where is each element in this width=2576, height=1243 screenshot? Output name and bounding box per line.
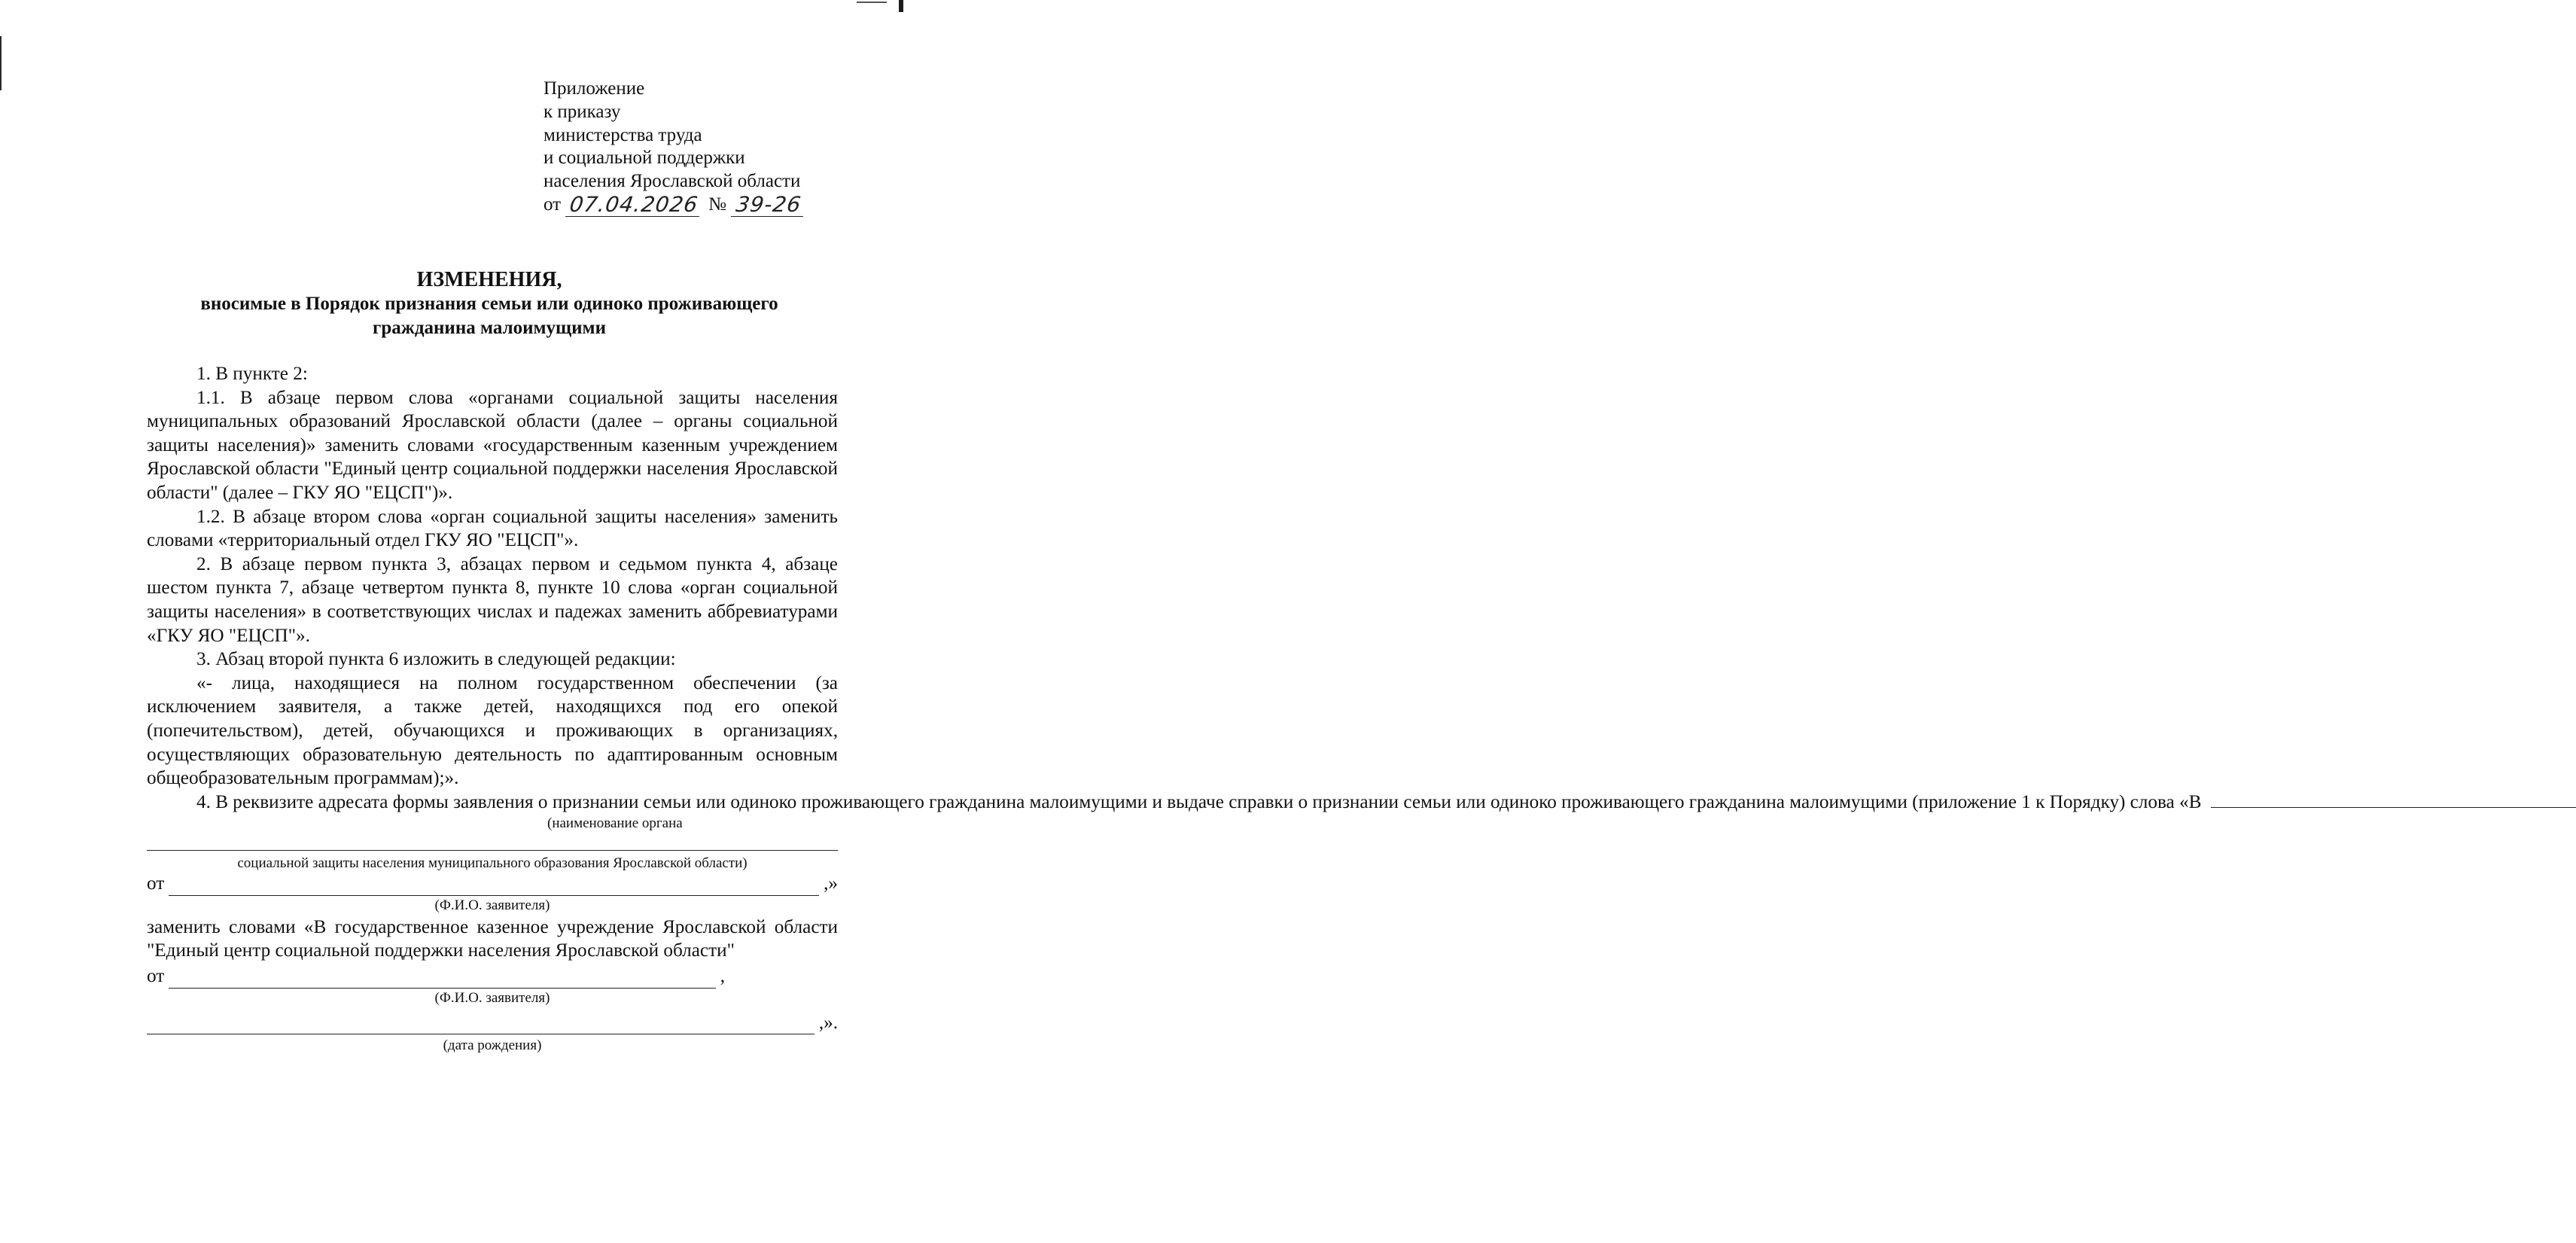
from-label: от bbox=[147, 966, 165, 987]
caption-applicant-fio-old: (Ф.И.О. заявителя) bbox=[434, 897, 550, 913]
number-prefix: № bbox=[708, 194, 726, 215]
from-label: от bbox=[147, 873, 165, 894]
header-line: министерства труда bbox=[544, 124, 702, 145]
handwritten-order-date: 07.04.2026 bbox=[565, 193, 702, 217]
paragraph-3-quote: «- лица, находящиеся на полном государственном обеспечении (за исключением заявителя, а также детей, находящихся под его опекой (попечительством), детей, обучающихся и проживающих в организациях, осуществляющих образовательную деятельность по адаптированным основным общеобразовательным программам);». bbox=[147, 672, 838, 789]
paragraph-1: 1. В пункте 2: bbox=[196, 364, 308, 384]
caption-organ-name-cont: социальной защиты населения муниципального образования Ярославской области) bbox=[237, 855, 748, 872]
caption-organ-name: (наименование органа bbox=[547, 815, 683, 832]
paragraph-4-wrapper bbox=[147, 791, 2202, 815]
paragraph-2: 2. В абзаце первом пункта 3, абзацах первом и седьмом пункта 4, абзаце шестом пункта 7, абзаце четвертом пункта 8, пункте 10 слова «орган социальной защиты населения» в соответствующих числах и падежах заменить аббревиатурами «ГКУ ЯО "ЕЦСП"». bbox=[147, 553, 838, 646]
paragraph-1-1: 1.1. В абзаце первом слова «органами социальной защиты населения муниципальных образований Ярославской области (далее – органы социальной защиты населения)» заменить словами «государственным казенным учреждением Ярославской области "Единый центр социальной поддержки населения Ярославской области" (далее – ГКУ ЯО "ЕЦСП")». bbox=[147, 387, 838, 503]
birth-date-blank bbox=[147, 1017, 815, 1034]
paragraph-1-2: 1.2. В абзаце втором слова «орган социальной защиты населения» заменить словами «территориальный отдел ГКУ ЯО "ЕЦСП"». bbox=[147, 506, 838, 551]
from-end-mark: ,» bbox=[824, 873, 838, 894]
title-subtitle-line: гражданина малоимущими bbox=[373, 318, 606, 338]
organ-name-blank-line bbox=[147, 833, 838, 851]
birth-end-mark: ,». bbox=[818, 1012, 838, 1033]
title-subtitle-line: вносимые в Порядок признания семьи или одиноко проживающего bbox=[200, 294, 778, 314]
from-end-mark: , bbox=[720, 966, 725, 987]
replacement-paragraph: заменить словами «В государственное казенное учреждение Ярославской области "Единый центр социальной поддержки населения Ярославской области" bbox=[147, 916, 838, 961]
organ-name-blank bbox=[2211, 792, 2576, 808]
applicant-name-blank bbox=[169, 971, 715, 989]
document-body bbox=[147, 362, 2202, 1054]
attachment-header bbox=[544, 78, 805, 217]
applicant-name-blank bbox=[169, 879, 819, 896]
header-line: населения Ярославской области bbox=[544, 171, 801, 192]
birth-date-row bbox=[147, 1011, 838, 1035]
caption-applicant-fio-new: (Ф.И.О. заявителя) bbox=[434, 989, 550, 1006]
title-main: ИЗМЕНЕНИЯ, bbox=[416, 268, 562, 291]
paragraph-4 bbox=[147, 791, 2576, 815]
scan-corner-mark bbox=[899, 0, 903, 12]
handwritten-order-number: 39-26 bbox=[731, 193, 806, 217]
order-date-number-row bbox=[544, 193, 805, 217]
paragraph-4-text: 4. В реквизите адресата формы заявления о признании семьи или одиноко проживающего гражданина малоимущими и выдаче справки о признании семьи или одиноко проживающего гражданина малоимущими (приложение 1 к Порядку) слова «В bbox=[196, 791, 2202, 812]
header-line: к приказу bbox=[544, 101, 621, 122]
applicant-from-row-new bbox=[147, 964, 838, 989]
document-title bbox=[143, 268, 836, 340]
scan-top-mark bbox=[857, 2, 887, 3]
date-prefix: от bbox=[544, 194, 562, 215]
applicant-from-row-old bbox=[147, 872, 838, 896]
caption-birth-date: (дата рождения) bbox=[443, 1037, 542, 1054]
header-line: и социальной поддержки bbox=[544, 148, 745, 169]
scan-edge-mark bbox=[0, 36, 2, 90]
header-line: Приложение bbox=[544, 78, 645, 99]
paragraph-3: 3. Абзац второй пункта 6 изложить в следующей редакции: bbox=[196, 649, 676, 670]
